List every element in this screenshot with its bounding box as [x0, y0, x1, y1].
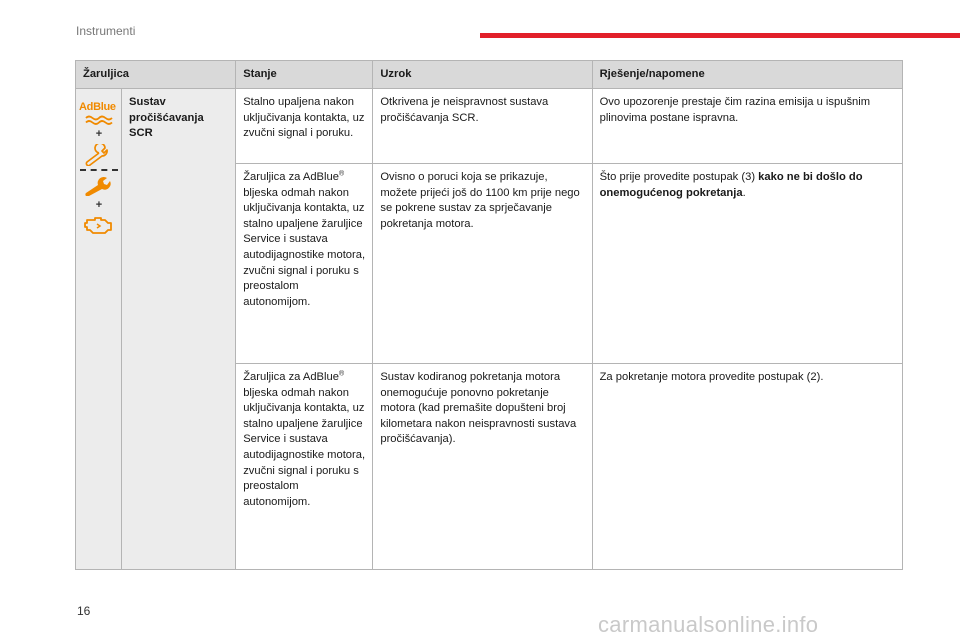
- cause-cell: Ovisno o poruci koja se prikazuje, možete prijeći još do 1100 km prije nego se pokrene sustav za sprječavanje pokretanja motora.: [373, 164, 592, 364]
- adblue-warning-icon: AdBlue: [79, 101, 116, 113]
- column-header-solution: Rješenje/napomene: [592, 61, 902, 89]
- wrench-outline-icon: [84, 144, 114, 166]
- icon-separator: [80, 169, 118, 171]
- cause-cell: Sustav kodiranog pokretanja motora onemogućuje ponovno pokretanje motora (kad premašite dopušteni broj kilometara nakon neispravnosti sustava pročišćavanja).: [373, 364, 592, 570]
- header-accent-bar: [480, 33, 960, 38]
- column-header-cause: Uzrok: [373, 61, 592, 89]
- solution-cell: Za pokretanje motora provedite postupak (2).: [592, 364, 902, 570]
- page-section-title: Instrumenti: [76, 24, 136, 38]
- page-number: 16: [77, 604, 91, 618]
- solution-cell: Što prije provedite postupak (3) kako ne bi došlo do onemogućenog pokretanja.: [592, 164, 902, 364]
- plus-sign: +: [95, 128, 103, 140]
- state-cell: Žaruljica za AdBlue® bljeska odmah nakon uključivanja kontakta, uz stalno upaljene žaruljice Service i sustava autodijagnostike motora, zvučni signal i poruku s preostalom autonomijom.: [236, 164, 373, 364]
- cause-cell: Otkrivena je neispravnost sustava pročišćavanja SCR.: [373, 89, 592, 164]
- adblue-wave-icon: [85, 115, 113, 125]
- system-name: Sustav pročišćavanja SCR: [122, 89, 236, 570]
- table-row: [76, 89, 903, 164]
- watermark-link[interactable]: carmanualsonline.info: [598, 612, 819, 637]
- column-header-state: Stanje: [236, 61, 373, 89]
- state-cell: Žaruljica za AdBlue® bljeska odmah nakon uključivanja kontakta, uz stalno upaljene žaruljice Service i sustava autodijagnostike motora, zvučni signal i poruku s preostalom autonomijom.: [236, 364, 373, 570]
- state-cell: Stalno upaljena nakon uključivanja kontakta, uz zvučni signal i poruku.: [236, 89, 373, 164]
- column-header-lamp: Žaruljica: [76, 61, 236, 89]
- warning-lamp-table: [75, 60, 903, 570]
- wrench-solid-icon: [84, 176, 114, 196]
- table-header-row: [76, 61, 903, 89]
- plus-sign: +: [95, 199, 103, 211]
- solution-cell: Ovo upozorenje prestaje čim razina emisija u ispušnim plinovima postane ispravna.: [592, 89, 902, 164]
- lamp-icons-cell: [76, 89, 122, 570]
- engine-icon: [84, 215, 114, 235]
